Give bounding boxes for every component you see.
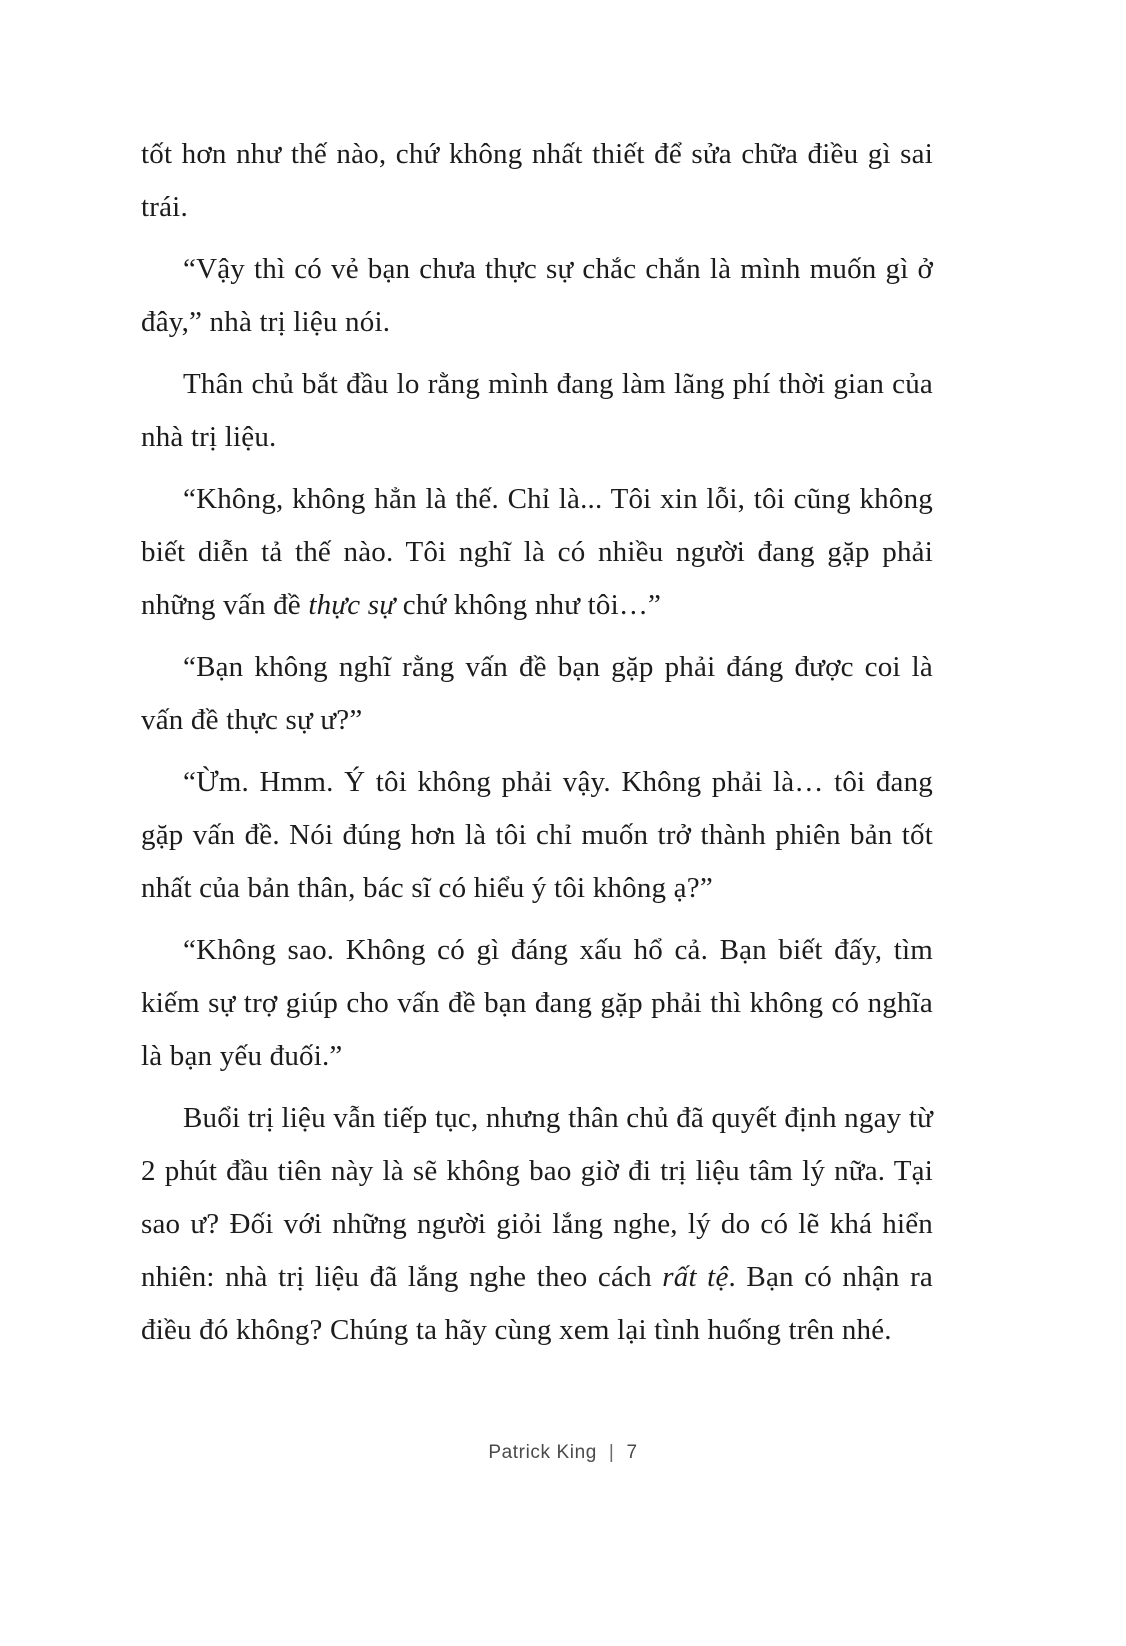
paragraph-run: “Vậy thì có vẻ bạn chưa thực sự chắc chắn là mình muốn gì ở đây,” nhà trị liệu nói.	[141, 253, 933, 338]
paragraph	[141, 924, 933, 1083]
paragraph-run: “Không sao. Không có gì đáng xấu hổ cả. Bạn biết đấy, tìm kiếm sự trợ giúp cho vấn đề bạn đang gặp phải thì không có nghĩa là bạn yếu đuối.”	[141, 934, 933, 1072]
paragraph-run: Buổi trị liệu vẫn tiếp tục, nhưng thân chủ đã quyết định ngay từ 2 phút đầu tiên này là sẽ không bao giờ đi trị liệu tâm lý nữa. Tại sao ư? Đối với những người giỏi lắng nghe, lý do có lẽ khá hiển nhiên: nhà trị liệu đã lắng nghe theo cách	[141, 1102, 933, 1293]
paragraph	[141, 1092, 933, 1357]
paragraph-run-italic: thực sự	[308, 589, 396, 621]
paragraph	[141, 756, 933, 915]
paragraph	[141, 473, 933, 632]
paragraph-run: chứ không như tôi…”	[395, 589, 662, 621]
paragraph-run: “Không, không hẳn là thế. Chỉ là... Tôi xin lỗi, tôi cũng không biết diễn tả thế nào. Tôi nghĩ là có nhiều người đang gặp phải những vấn đề	[141, 483, 933, 621]
paragraph	[141, 358, 933, 464]
paragraph-run: Thân chủ bắt đầu lo rằng mình đang làm lãng phí thời gian của nhà trị liệu.	[141, 368, 933, 453]
paragraph-run: “Bạn không nghĩ rằng vấn đề bạn gặp phải đáng được coi là vấn đề thực sự ư?”	[141, 651, 933, 736]
page-text	[141, 128, 933, 1366]
paragraph	[141, 128, 933, 234]
paragraph-run-italic: rất tệ	[662, 1261, 729, 1293]
paragraph	[141, 641, 933, 747]
paragraph-run: . Bạn có nhận ra điều đó không? Chúng ta hãy cùng xem lại tình huống trên nhé.	[141, 1261, 933, 1346]
footer-separator: |	[608, 1442, 615, 1463]
footer-page-number: 7	[626, 1442, 638, 1463]
paragraph-run: “Ừm. Hmm. Ý tôi không phải vậy. Không phải là… tôi đang gặp vấn đề. Nói đúng hơn là tôi chỉ muốn trở thành phiên bản tốt nhất của bản thân, bác sĩ có hiểu ý tôi không ạ?”	[141, 766, 933, 904]
paragraph	[141, 243, 933, 349]
page-footer	[0, 1442, 1126, 1464]
paragraph-run: tốt hơn như thế nào, chứ không nhất thiết để sửa chữa điều gì sai trái.	[141, 138, 933, 223]
footer-author: Patrick King	[488, 1442, 597, 1463]
